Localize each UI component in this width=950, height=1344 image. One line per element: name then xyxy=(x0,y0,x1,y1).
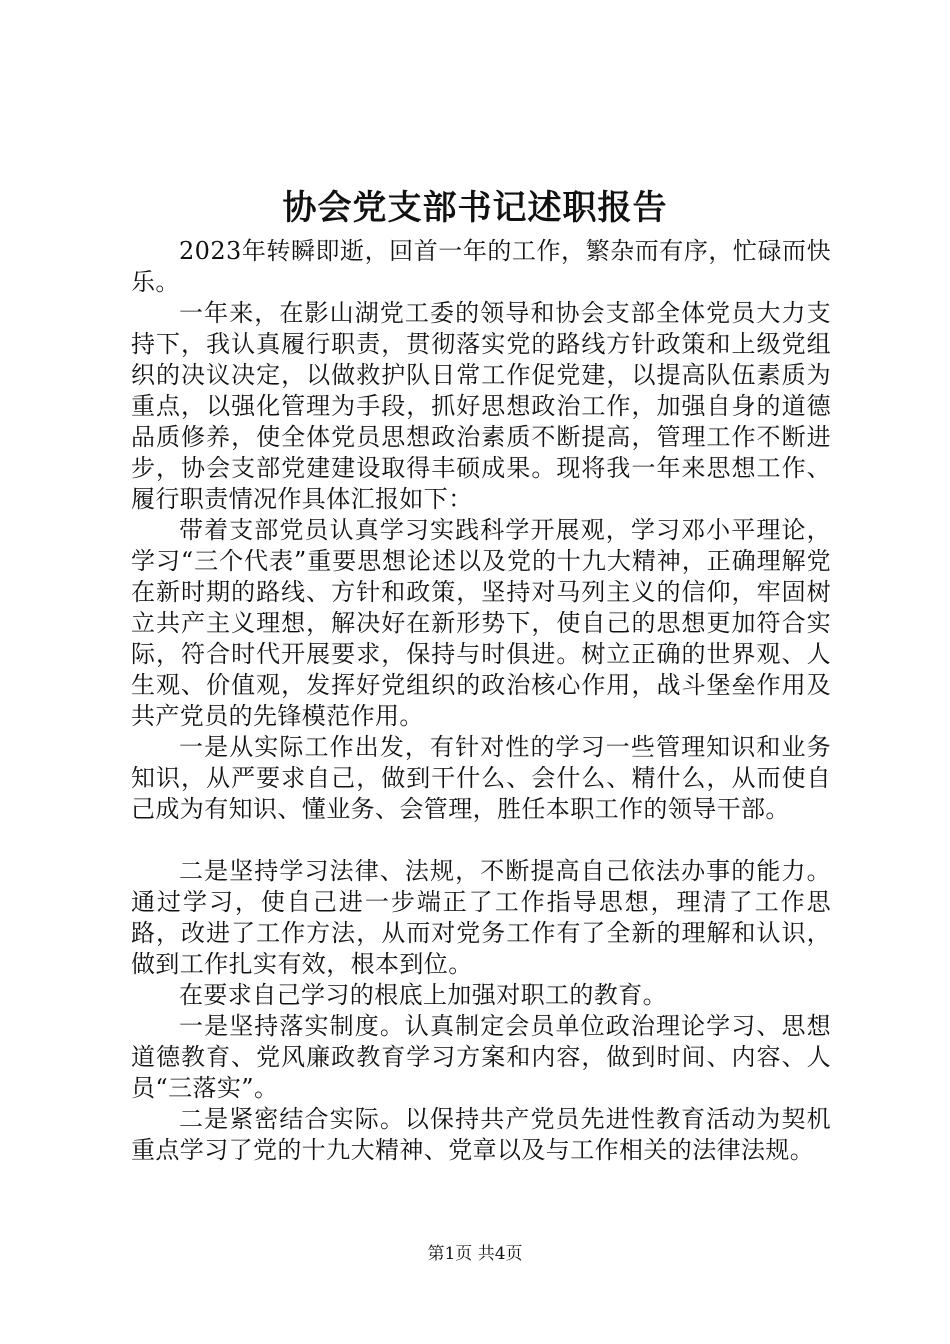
paragraph-6: 在要求自己学习的根底上加强对职工的教育。 xyxy=(179,981,667,1009)
paragraph-8: 二是紧密结合实际。以保持共产党员先进性教育活动为契机重点学习了党的十九大精神、党章以及与工作相关的法律法规。 xyxy=(131,1105,831,1164)
paragraph-5: 二是坚持学习法律、法规，不断提高自己依法办事的能力。通过学习，使自己进一步端正了工作指导思想，理清了工作思路，改进了工作方法，从而对党务工作有了全新的理解和认识，做到工作扎实有效，根本到位。 xyxy=(131,857,831,978)
paragraph-1: 2023年转瞬即逝，回首一年的工作，繁杂而有序，忙碌而快乐。 xyxy=(131,237,831,296)
document-title: 协会党支部书记述职报告 xyxy=(282,188,668,228)
document-body xyxy=(131,236,831,1166)
paragraph-2: 一年来，在影山湖党工委的领导和协会支部全体党员大力支持下，我认真履行职责，贯彻落实党的路线方针政策和上级党组织的决议决定，以做救护队日常工作促党建，以提高队伍素质为重点，以强化管理为手段，抓好思想政治工作，加强自身的道德品质修养，使全体党员思想政治素质不断提高，管理工作不断进步，协会支部党建建设取得丰硕成果。现将我一年来思想工作、履行职责情况作具体汇报如下： xyxy=(131,299,831,513)
paragraph-spacer xyxy=(131,825,831,856)
paragraph-7: 一是坚持落实制度。认真制定会员单位政治理论学习、思想道德教育、党风廉政教育学习方案和内容，做到时间、内容、人员“三落实”。 xyxy=(131,1012,831,1102)
page-footer: 第1页 共4页 xyxy=(427,1244,523,1264)
paragraph-3: 带着支部党员认真学习实践科学开展观，学习邓小平理论，学习“三个代表”重要思想论述以及党的十九大精神，正确理解党在新时期的路线、方针和政策，坚持对马列主义的信仰，牢固树立共产主义理想，解决好在新形势下，使自己的思想更加符合实际，符合时代开展要求，保持与时俱进。树立正确的世界观、人生观、价值观，发挥好党组织的政治核心作用，战斗堡垒作用及共产党员的先锋模范作用。 xyxy=(131,516,831,730)
paragraph-4: 一是从实际工作出发，有针对性的学习一些管理知识和业务知识，从严要求自己，做到干什么、会什么、精什么，从而使自己成为有知识、懂业务、会管理，胜任本职工作的领导干部。 xyxy=(131,733,831,823)
